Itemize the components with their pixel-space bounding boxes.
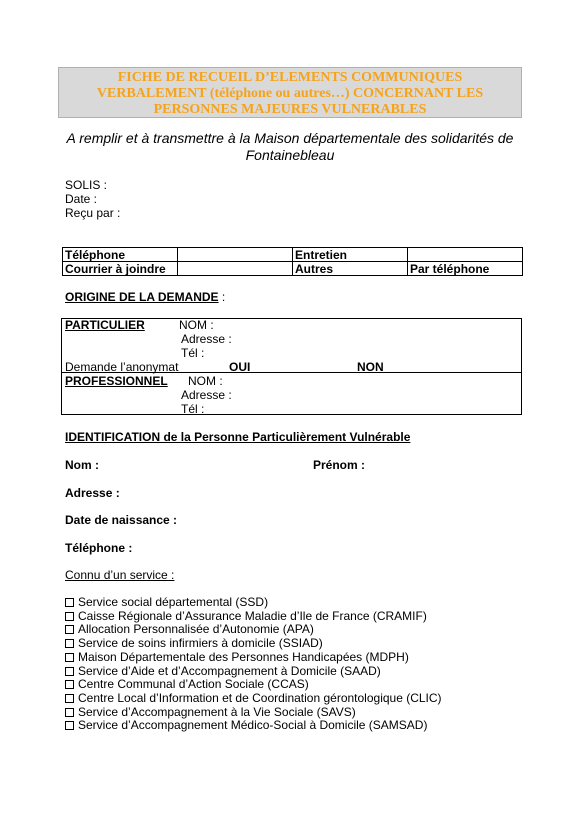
- anonymat-non-option[interactable]: NON: [357, 360, 384, 374]
- service-label: Allocation Personnalisée d’Autonomie (APA): [78, 622, 314, 637]
- service-label: Centre Local d’Information et de Coordination gérontologique (CLIC): [78, 690, 442, 705]
- prenom-label: Prénom :: [313, 458, 366, 472]
- service-label: Service d’Accompagnement à la Vie Sociale (SAVS): [78, 704, 356, 719]
- entretien-checkbox-cell[interactable]: [408, 248, 523, 262]
- form-title-line: VERBALEMENT (téléphone ou autres…) CONCERNANT LES: [96, 86, 484, 101]
- list-item: [65, 665, 442, 679]
- services-checklist: [65, 596, 442, 733]
- particulier-adresse-label: Adresse :: [181, 332, 232, 346]
- checkbox-icon[interactable]: [65, 639, 74, 648]
- service-label: Centre Communal d’Action Sociale (CCAS): [78, 677, 309, 692]
- telephone-label: Téléphone :: [65, 541, 133, 555]
- par-telephone-cell: Par téléphone: [408, 262, 523, 276]
- professionnel-tel-label: Tél :: [181, 402, 205, 416]
- date-label: Date :: [65, 192, 98, 206]
- adresse-label: Adresse :: [65, 486, 120, 500]
- checkbox-icon[interactable]: [65, 721, 74, 730]
- list-item: [65, 637, 442, 651]
- form-title-line: PERSONNES MAJEURES VULNERABLES: [153, 102, 427, 117]
- list-item: [65, 706, 442, 720]
- origine-heading-text: ORIGINE DE LA DEMANDE: [65, 290, 219, 304]
- list-item: [65, 692, 442, 706]
- recu-par-label: Reçu par :: [65, 206, 121, 220]
- service-label: Service social départemental (SSD): [78, 595, 269, 609]
- solis-label: SOLIS :: [65, 178, 108, 192]
- list-item: [65, 678, 442, 692]
- anonymat-oui-option[interactable]: OUI: [229, 360, 251, 374]
- checkbox-icon[interactable]: [65, 653, 74, 662]
- contact-mode-table: [62, 247, 523, 276]
- table-row: [63, 248, 523, 262]
- professionnel-label: PROFESSIONNEL: [65, 374, 168, 388]
- meta-block: [65, 178, 120, 220]
- checkbox-icon[interactable]: [65, 667, 74, 676]
- list-item: [65, 610, 442, 624]
- checkbox-icon[interactable]: [65, 680, 74, 689]
- service-label: Service d’Aide et d’Accompagnement à Domicile (SAAD): [78, 663, 381, 678]
- instructions-line: Fontainebleau: [245, 147, 335, 163]
- checkbox-icon[interactable]: [65, 694, 74, 703]
- table-row: [63, 262, 523, 276]
- connu-service-label: Connu d’un service :: [65, 568, 175, 582]
- list-item: [65, 719, 442, 733]
- list-item: [65, 596, 442, 610]
- checkbox-icon[interactable]: [65, 625, 74, 634]
- instructions: [40, 130, 540, 164]
- checkbox-icon[interactable]: [65, 708, 74, 717]
- courrier-cell: Courrier à joindre: [63, 262, 178, 276]
- particulier-nom-label: NOM :: [179, 318, 214, 332]
- date-naissance-label: Date de naissance :: [65, 513, 178, 527]
- professionnel-nom-label: NOM :: [188, 374, 223, 388]
- checkbox-icon[interactable]: [65, 598, 74, 607]
- identification-heading: IDENTIFICATION de la Personne Particulièrement Vulnérable: [65, 430, 411, 444]
- anonymat-label: Demande l’anonymat: [65, 360, 179, 374]
- service-label: Service d’Accompagnement Médico-Social à Domicile (SAMSAD): [78, 718, 428, 733]
- courrier-checkbox-cell[interactable]: [178, 262, 293, 276]
- nom-label: Nom :: [65, 458, 99, 472]
- professionnel-adresse-label: Adresse :: [181, 388, 232, 402]
- origine-heading: [65, 290, 225, 304]
- service-label: Service de soins infirmiers à domicile (SSIAD): [78, 636, 323, 651]
- checkbox-icon[interactable]: [65, 612, 74, 621]
- service-label: Caisse Régionale d’Assurance Maladie d’Ile de France (CRAMIF): [78, 608, 427, 623]
- telephone-checkbox-cell[interactable]: [178, 248, 293, 262]
- list-item: [65, 651, 442, 665]
- origine-heading-colon: :: [218, 290, 226, 304]
- entretien-cell: Entretien: [293, 248, 408, 262]
- service-label: Maison Départementale des Personnes Handicapées (MDPH): [78, 649, 409, 664]
- instructions-line: A remplir et à transmettre à la Maison départementale des solidarités de: [66, 130, 514, 146]
- form-title-line: FICHE DE RECUEIL D’ELEMENTS COMMUNIQUES: [117, 70, 463, 85]
- autres-cell: Autres: [293, 262, 408, 276]
- particulier-label: PARTICULIER: [65, 318, 145, 332]
- list-item: [65, 623, 442, 637]
- form-title: [58, 67, 522, 118]
- particulier-tel-label: Tél :: [181, 346, 205, 360]
- telephone-cell: Téléphone: [63, 248, 178, 262]
